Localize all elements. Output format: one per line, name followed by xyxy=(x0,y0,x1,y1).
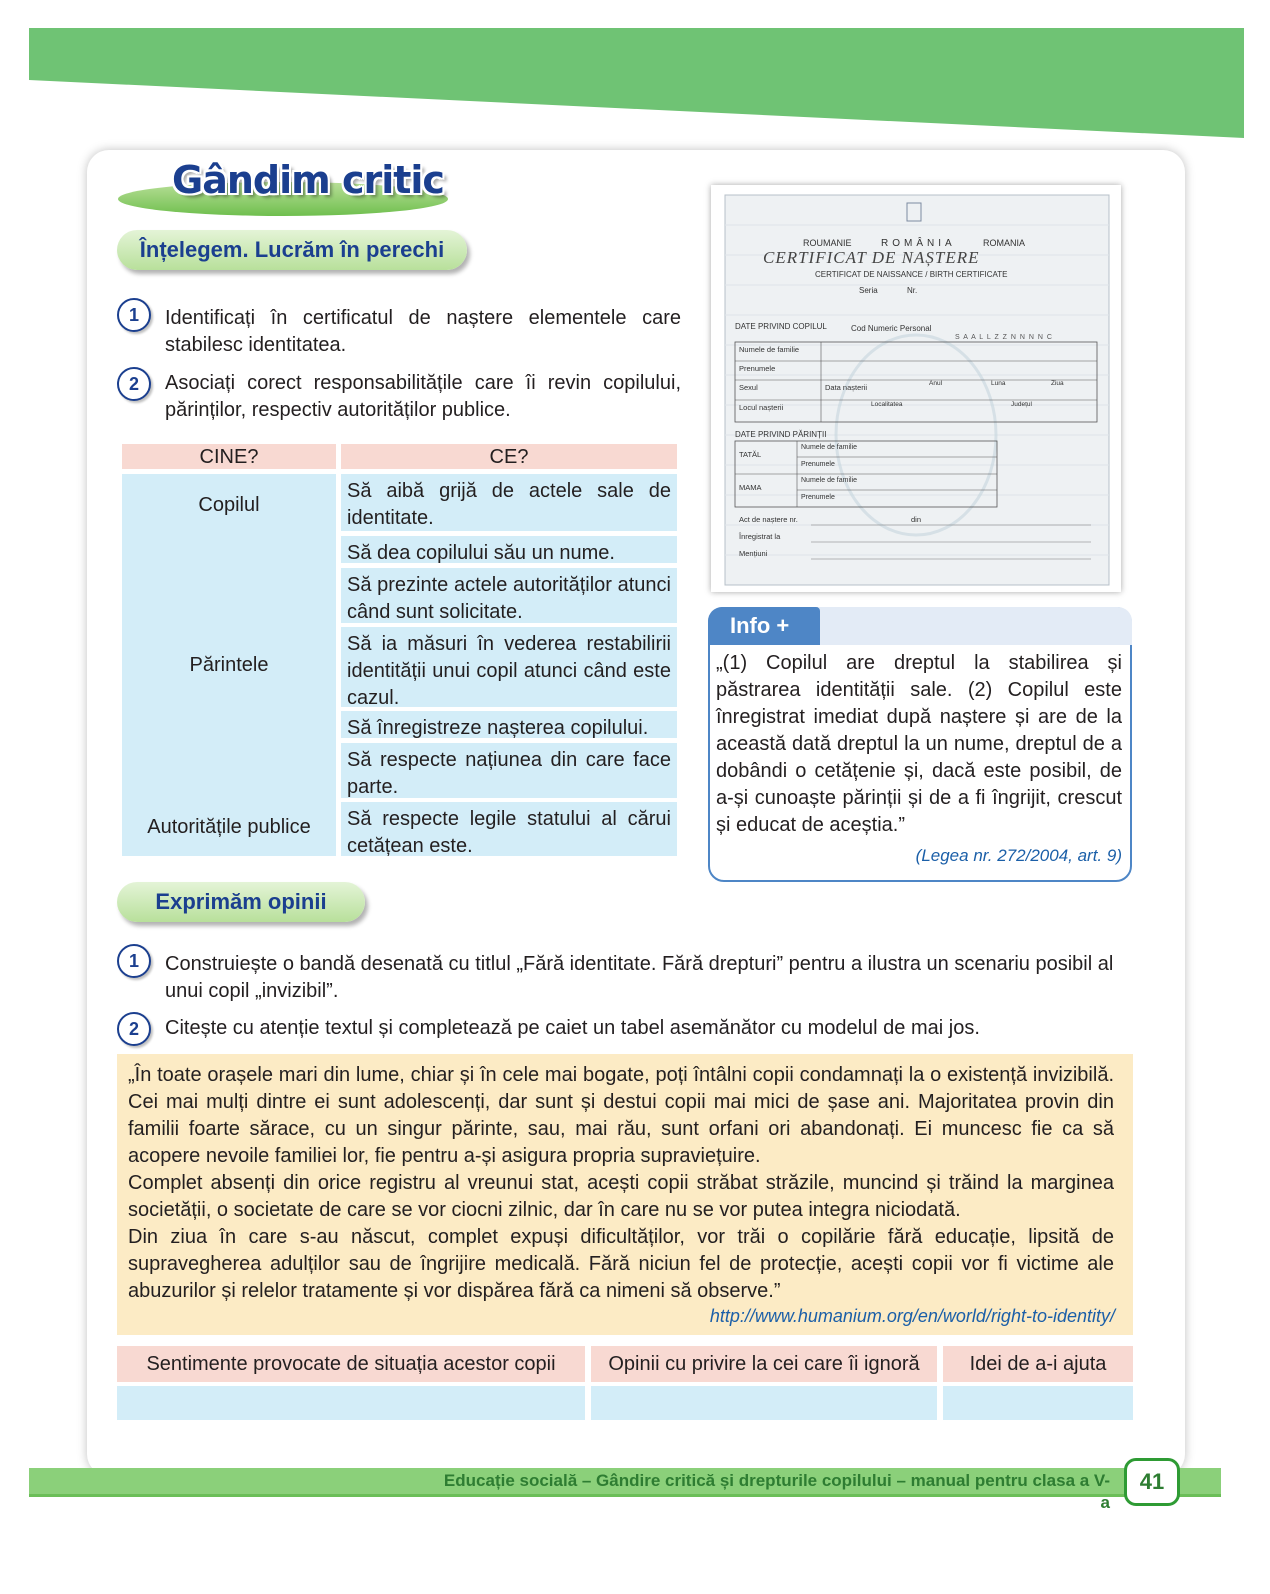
model-header-opinions: Opinii cu privire la cei care îi ignoră xyxy=(591,1346,937,1382)
svg-text:Luna: Luna xyxy=(991,380,1006,387)
svg-text:Județul: Județul xyxy=(1011,401,1032,408)
svg-text:Anul: Anul xyxy=(929,380,943,387)
quote-paragraph-2: Complet absenți din orice registru al vreunui stat, acești copii străbat străzile, muncind și trăind la marginea societății, o societate de care se vor ciocni zilnic, dar în care nu se vor putea integra niciodată. xyxy=(128,1172,1114,1221)
page-number: 41 xyxy=(1124,1458,1180,1506)
svg-text:Sexul: Sexul xyxy=(739,383,758,392)
task-number-1: 1 xyxy=(117,298,151,332)
svg-text:ROUMANIE: ROUMANIE xyxy=(803,238,852,248)
who-authorities: Autoritățile publice xyxy=(147,815,311,838)
quote-source-link[interactable]: http://www.humanium.org/en/world/right-to-identity/ xyxy=(709,1306,1115,1326)
svg-text:Act de naștere nr.: Act de naștere nr. xyxy=(739,515,798,524)
info-header-strip xyxy=(818,607,1132,645)
task-number-4: 2 xyxy=(117,1012,151,1046)
svg-text:Numele de familie: Numele de familie xyxy=(739,345,800,354)
table-header-what: CE? xyxy=(341,444,677,469)
who-parent: Părintele xyxy=(189,653,269,676)
task-4-text: Citește cu atenție textul și completează pe caiet un tabel asemănător cu modelul de mai jos. xyxy=(165,1017,980,1039)
task-2-text: Asociați corect responsabilitățile care îi revin copilului, părinților, respectiv autorităților publice. xyxy=(165,372,681,421)
task-number-2: 2 xyxy=(117,367,151,401)
pill-understand: Înțelegem. Lucrăm în perechi xyxy=(117,230,467,270)
info-text: „(1) Copilul are dreptul la stabilirea și păstrarea identității sale. (2) Copilul este înregistrat imediat după naștere și are de la această dată dreptul la un nume, dreptul de a dobândi o cetățenie și, dacă este posibil, de a-și cunoaște părinții și de a fi îngrijit, crescut și educat de aceștia.” xyxy=(716,652,1122,836)
svg-text:Localitatea: Localitatea xyxy=(871,401,903,408)
table-row: Să înregistreze nașterea copilului. xyxy=(341,711,677,738)
birth-certificate-image xyxy=(711,185,1121,592)
svg-text:Seria: Seria xyxy=(859,286,878,295)
svg-text:TATĂL: TATĂL xyxy=(739,450,762,459)
table-row: Să respecte națiunea din care face parte. xyxy=(341,743,677,798)
svg-text:Numele de familie: Numele de familie xyxy=(801,444,858,451)
model-header-ideas: Idei de a-i ajuta xyxy=(943,1346,1133,1382)
svg-text:Cod Numeric Personal: Cod Numeric Personal xyxy=(851,324,932,333)
quote-text xyxy=(128,1062,1114,1305)
model-cell-ideas xyxy=(943,1386,1133,1420)
svg-text:MAMA: MAMA xyxy=(739,483,762,492)
svg-text:Prenumele: Prenumele xyxy=(801,461,835,468)
task-number-3: 1 xyxy=(117,944,151,978)
svg-text:Nr.: Nr. xyxy=(907,286,918,295)
quote-paragraph-1: „În toate orașele mari din lume, chiar și în cele mai bogate, poți întâlni copii condamnați la o existență invizibilă. Cei mai mulți dintre ei sunt adolescenți, dar sunt și destui copii mai mici de șase ani. Majoritatea provin din familii foarte sărace, cu un singur părinte, sau, mai rău, sunt orfani ori abandonați. Ei muncesc fie ca să acopere nevoile familiei lor, fie pentru a-și asigura propria supraviețuire. xyxy=(128,1064,1114,1167)
svg-text:Locul nașterii: Locul nașterii xyxy=(739,403,784,412)
model-header-feelings: Sentimente provocate de situația acestor copii xyxy=(117,1346,585,1382)
table-row: Să ia măsuri în vederea restabilirii identității unui copil atunci când este cazul. xyxy=(341,627,677,707)
model-cell-feelings xyxy=(117,1386,585,1420)
footer-text: Educație socială – Gândire critică și drepturile copilului – manual pentru clasa a V-a xyxy=(443,1471,1110,1512)
svg-text:Mențiuni: Mențiuni xyxy=(739,549,768,558)
svg-text:Prenumele: Prenumele xyxy=(739,364,776,373)
task-1-text: Identificați în certificatul de naștere elementele care stabilesc identitatea. xyxy=(165,307,681,356)
svg-text:din: din xyxy=(911,515,922,524)
svg-text:Ziua: Ziua xyxy=(1051,380,1064,387)
who-child: Copilul xyxy=(198,493,260,516)
info-source: (Legea nr. 272/2004, art. 9) xyxy=(915,846,1122,865)
svg-text:Data nașterii: Data nașterii xyxy=(825,383,868,392)
table-row: Să aibă grijă de actele sale de identitate. xyxy=(341,474,677,531)
model-cell-opinions xyxy=(591,1386,937,1420)
table-row: Să respecte legile statului al cărui cetățean este. xyxy=(341,802,677,856)
quote-paragraph-3: Din ziua în care s-au născut, complet expuși dificultăților, vor trăi o copilărie fără educație, lipsită de supravegherea adulților sau de îngrijire medicală. Fără niciun fel de protecție, acești copii vor fi victime ale abuzurilor și relelor tratamente și vor dispărea fără ca nimeni să observe.” xyxy=(128,1226,1114,1302)
task-3-text: Construiește o bandă desenată cu titlul „Fără identitate. Fără drepturi” pentru a ilustra un scenariu posibil al unui copil „invizibil”. xyxy=(165,953,1114,1002)
svg-text:CERTIFICAT DE NAISSANCE / BIRT: CERTIFICAT DE NAISSANCE / BIRTH CERTIFICATE xyxy=(815,270,1008,279)
svg-text:CERTIFICAT DE NAȘTERE: CERTIFICAT DE NAȘTERE xyxy=(763,248,980,267)
svg-text:ROMANIA: ROMANIA xyxy=(983,238,1026,248)
section-title: Gândim critic xyxy=(172,158,444,202)
table-header-who: CINE? xyxy=(122,444,336,469)
info-tab: Info + xyxy=(708,607,820,645)
top-banner xyxy=(29,28,1244,140)
pill-opinions: Exprimăm opinii xyxy=(117,882,365,922)
svg-text:Numele de familie: Numele de familie xyxy=(801,477,858,484)
table-row: Să prezinte actele autorităților atunci când sunt solicitate. xyxy=(341,568,677,623)
svg-text:ROMÂNIA: ROMÂNIA xyxy=(881,238,956,249)
svg-text:DATE PRIVIND COPILUL: DATE PRIVIND COPILUL xyxy=(735,322,827,331)
svg-text:Înregistrat la: Înregistrat la xyxy=(739,532,781,541)
svg-text:S A A L L Z Z N N N N C: S A A L L Z Z N N N N C xyxy=(955,334,1053,341)
table-row: Să dea copilului său un nume. xyxy=(341,536,677,563)
certificate-drawing xyxy=(711,185,1121,592)
svg-text:Prenumele: Prenumele xyxy=(801,494,835,501)
svg-text:DATE PRIVIND PĂRINȚII: DATE PRIVIND PĂRINȚII xyxy=(735,430,827,439)
